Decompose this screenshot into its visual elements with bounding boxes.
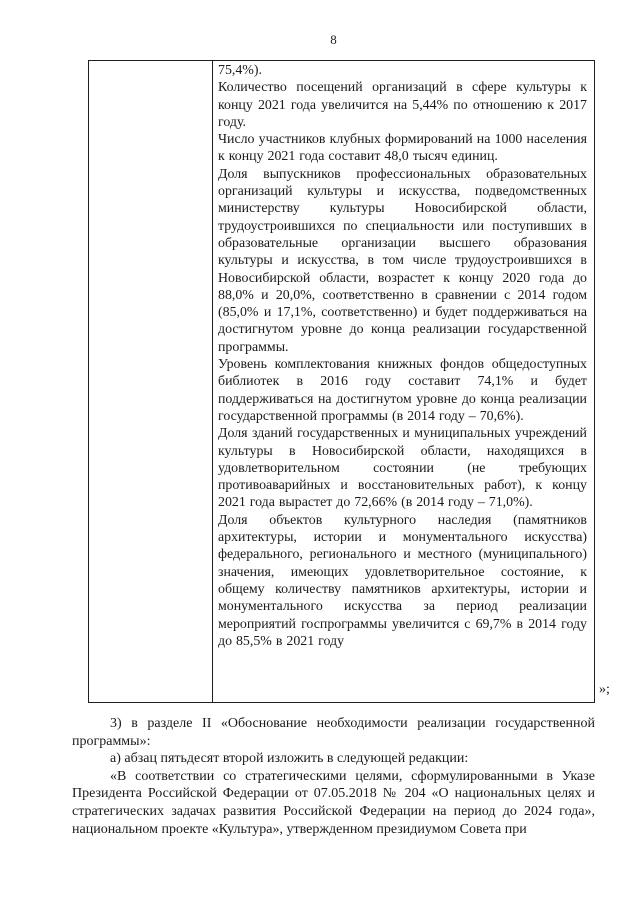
quote-close-mark: »; [599,682,610,697]
document-body [72,715,595,838]
table-cell-paragraph: Доля зданий государственных и муниципальных учреждений культуры в Новосибирской области, находящихся в удовлетворительном состоянии (не требующих противоаварийных и восстановительных работ), к концу 2021 года вырастет до 72,66% (в 2014 году – 71,0%). [218,426,587,511]
table-left-cell [89,61,213,702]
table-cell-paragraph: 75,4%). [218,63,262,78]
table-cell-paragraph: Уровень комплектования книжных фондов общедоступных библиотек в 2016 году составит 74,1% и будет поддерживаться на достигнутом уровне до конца реализации государственной программы (в 2014 году – 70,6%). [218,357,587,424]
body-paragraph: а) абзац пятьдесят второй изложить в следующей редакции: [110,751,469,767]
table-cell-paragraph: Число участников клубных формирований на 1000 населения к концу 2021 года составит 48,0 тысяч единиц. [218,132,587,165]
table-right-cell [213,61,594,702]
table-cell-paragraph: Доля объектов культурного наследия (памятников архитектуры, истории и монументального искусства) федерального, регионального и местного (муниципального) значения, имеющих удовлетворительное состояние, к общему количеству памятников архитектуры, истории и монументального искусства за период реализации мероприятий госпрограммы увеличится с 69,7% в 2014 году до 85,5% в 2021 году [218,512,587,649]
table-cell-paragraph: Количество посещений организаций в сфере культуры к концу 2021 года увеличится на 5,44% по отношению к 2017 году. [218,80,587,130]
page-number: 8 [330,32,337,47]
body-paragraph: 3) в разделе II «Обоснование необходимости реализации государственной программы»: [72,716,595,749]
amendment-table [88,60,595,703]
table-cell-paragraph: Доля выпускников профессиональных образовательных организаций культуры и искусства, подведомственных министерству культуры Новосибирской области, трудоустроившихся по специальности или поступивших в образовательные организации высшего образования культуры и искусства, в том числе трудоустроившихся в Новосибирской области, возрастет к концу 2020 года до 88,0% и 20,0%, соответственно в сравнении с 2014 годом (85,0% и 17,1%, соответственно) и будет поддерживаться на достигнутом уровне до конца реализации государственной программы. [218,166,587,355]
body-paragraph: «В соответствии со стратегическими целями, сформулированными в Указе Президента Российской Федерации от 07.05.2018 № 204 «О национальных целях и стратегических задачах развития Российской Федерации на период до 2024 года», национальном проекте «Культура», утвержденном президиумом Совета при [72,768,595,837]
